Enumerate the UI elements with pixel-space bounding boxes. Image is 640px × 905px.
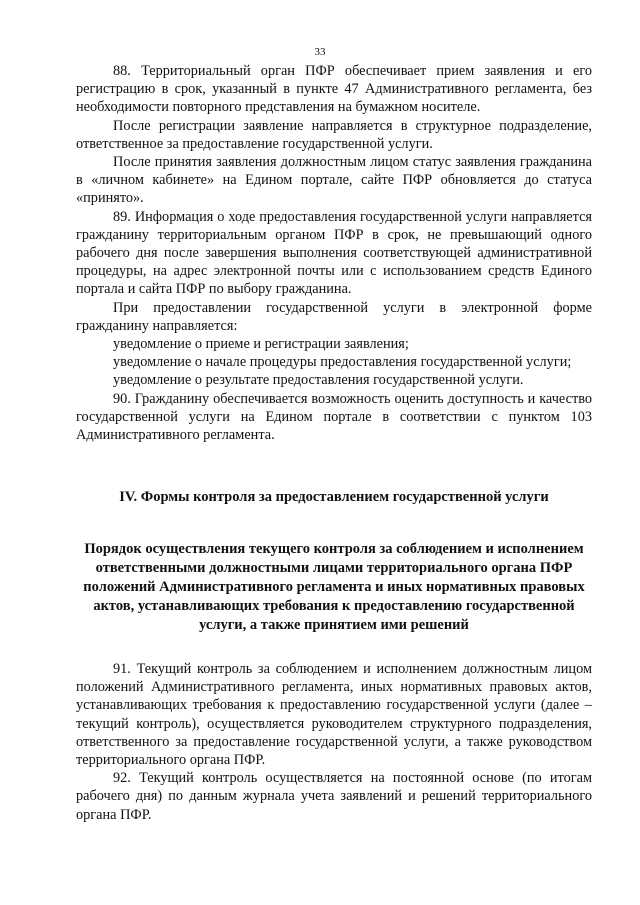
paragraph-registration: После регистрации заявление направляется в структурное подразделение, ответственное за предоставление государственной услуги. <box>76 117 592 152</box>
notice-item-1: уведомление о приеме и регистрации заявления; <box>113 336 409 353</box>
paragraph-91: 91. Текущий контроль за соблюдением и исполнением должностным лицом положений Административного регламента, иных нормативных правовых актов, устанавливающих требования к предоставлению государственной услуги (далее – текущий контроль), осуществляется руководителем структурного подразделения, ответственного за предоставление государственной услуги, а также руководством территориального органа ПФР. <box>76 661 592 769</box>
paragraph-90: 90. Гражданину обеспечивается возможность оценить доступность и качество государственной услуги на Едином портале в соответствии с пунктом 103 Административного регламента. <box>76 390 592 444</box>
paragraph-electronic-form: При предоставлении государственной услуги в электронной форме гражданину направляется: <box>76 299 592 334</box>
page-number: 33 <box>314 46 326 58</box>
notice-item-2: уведомление о начале процедуры предоставления государственной услуги; <box>113 354 572 371</box>
subsection-heading: Порядок осуществления текущего контроля за соблюдением и исполнением ответственными должностными лицами территориального органа ПФР положений Административного регламента и иных нормативных правовых актов, устанавливающих требования к предоставлению государственной услуги, а также принятием ими решений <box>83 541 585 633</box>
notice-item-3: уведомление о результате предоставления государственной услуги. <box>113 372 524 389</box>
section-heading: IV. Формы контроля за предоставлением государственной услуги <box>119 489 549 505</box>
paragraph-89: 89. Информация о ходе предоставления государственной услуги направляется гражданину территориальным органом ПФР в срок, не превышающий одного рабочего дня после завершения выполнения соответствующей административной процедуры, на адрес электронной почты или с использованием средств Единого портала и сайта ПФР по выбору гражданина. <box>76 208 592 298</box>
body-block-2 <box>76 660 592 824</box>
body-block-1 <box>76 62 592 444</box>
paragraph-88: 88. Территориальный орган ПФР обеспечивает прием заявления и его регистрацию в срок, указанный в пункте 47 Административного регламента, без необходимости повторного представления на бумажном носителе. <box>76 63 592 116</box>
paragraph-92: 92. Текущий контроль осуществляется на постоянной основе (по итогам рабочего дня) по данным журнала учета заявлений и решений территориального органа ПФР. <box>76 770 592 823</box>
paragraph-status: После принятия заявления должностным лицом статус заявления гражданина в «личном кабинете» на Едином портале, сайте ПФР обновляется до статуса «принято». <box>76 154 592 207</box>
